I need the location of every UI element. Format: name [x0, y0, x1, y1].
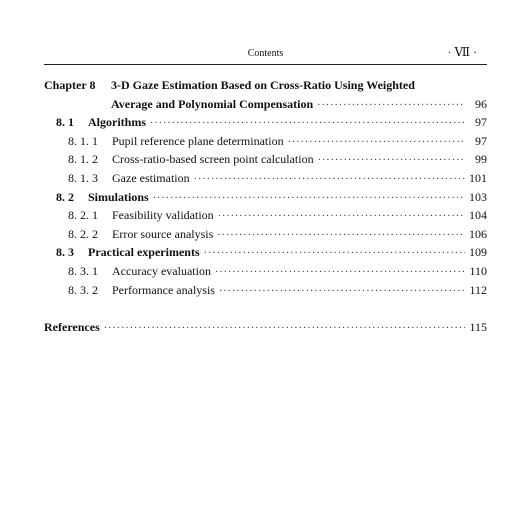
page-header [44, 44, 487, 65]
toc-page-number: 103 [469, 189, 487, 204]
toc-subsection-title: Feasibility validation [112, 208, 214, 223]
toc-leader [218, 211, 465, 222]
toc-page-number: 106 [469, 226, 487, 241]
toc-page-number: 99 [475, 152, 487, 167]
toc-subsection-title: Cross-ratio-based screen point calculation [112, 152, 314, 167]
toc-chapter-number: Chapter 8 [44, 78, 96, 92]
toc-subsection-title: Pupil reference plane determination [112, 133, 284, 148]
toc-section-number: 8. 1 [56, 115, 74, 130]
toc-page-number: 110 [469, 263, 487, 278]
toc-chapter-title-line-1: 3-D Gaze Estimation Based on Cross-Ratio Using Weighted [111, 78, 415, 92]
toc-subsection-number: 8. 2. 1 [68, 208, 98, 223]
toc-subsection-8-2-2[interactable] [44, 227, 487, 246]
toc-subsection-number: 8. 3. 2 [68, 282, 98, 297]
toc-section-title: Algorithms [88, 115, 146, 130]
toc-section-8-2[interactable] [44, 190, 487, 209]
toc-chapter-line-2[interactable] [44, 97, 487, 116]
toc-subsection-title: Error source analysis [112, 226, 214, 241]
toc-section-8-1[interactable] [44, 115, 487, 134]
toc-references-title: References [44, 320, 100, 335]
toc-leader [217, 230, 465, 241]
toc-page-number: 97 [475, 115, 487, 130]
toc-leader [215, 267, 465, 278]
toc-leader [104, 323, 465, 334]
toc-subsection-number: 8. 1. 2 [68, 152, 98, 167]
toc-subsection-number: 8. 3. 1 [68, 263, 98, 278]
header-page-number: · Ⅶ · [447, 45, 477, 59]
toc-leader [194, 174, 465, 185]
toc-section-8-3[interactable] [44, 245, 487, 264]
toc-section-number: 8. 3 [56, 245, 74, 260]
toc-subsection-number: 8. 1. 1 [68, 133, 98, 148]
toc-leader [150, 118, 465, 129]
toc-section-title: Practical experiments [88, 245, 200, 260]
toc-chapter-title-line-2: Average and Polynomial Compensation [111, 96, 314, 111]
header-title: Contents [247, 48, 284, 59]
table-of-contents [44, 78, 487, 339]
toc-page-number: 112 [469, 282, 487, 297]
toc-page-number: 109 [469, 245, 487, 260]
toc-page-number: 96 [475, 96, 487, 111]
toc-page-number: 97 [475, 133, 487, 148]
toc-subsection-8-3-1[interactable] [44, 264, 487, 283]
toc-chapter-line-1[interactable] [44, 78, 487, 97]
toc-page-number: 104 [469, 208, 487, 223]
toc-subsection-title: Accuracy evaluation [112, 263, 211, 278]
toc-spacer [44, 301, 487, 320]
toc-page-number: 115 [469, 320, 487, 335]
toc-section-title: Simulations [88, 189, 149, 204]
toc-leader [204, 248, 465, 259]
toc-leader [317, 100, 465, 111]
toc-section-number: 8. 2 [56, 189, 74, 204]
toc-leader [288, 137, 465, 148]
toc-leader [219, 286, 465, 297]
toc-subsection-8-3-2[interactable] [44, 283, 487, 302]
toc-subsection-title: Gaze estimation [112, 170, 190, 185]
toc-leader [153, 193, 465, 204]
toc-subsection-8-1-2[interactable] [44, 152, 487, 171]
toc-subsection-number: 8. 1. 3 [68, 170, 98, 185]
toc-subsection-title: Performance analysis [112, 282, 215, 297]
toc-references[interactable] [44, 320, 487, 339]
toc-subsection-number: 8. 2. 2 [68, 226, 98, 241]
toc-leader [318, 155, 465, 166]
toc-subsection-8-2-1[interactable] [44, 208, 487, 227]
toc-subsection-8-1-1[interactable] [44, 134, 487, 153]
toc-page-number: 101 [469, 170, 487, 185]
toc-subsection-8-1-3[interactable] [44, 171, 487, 190]
